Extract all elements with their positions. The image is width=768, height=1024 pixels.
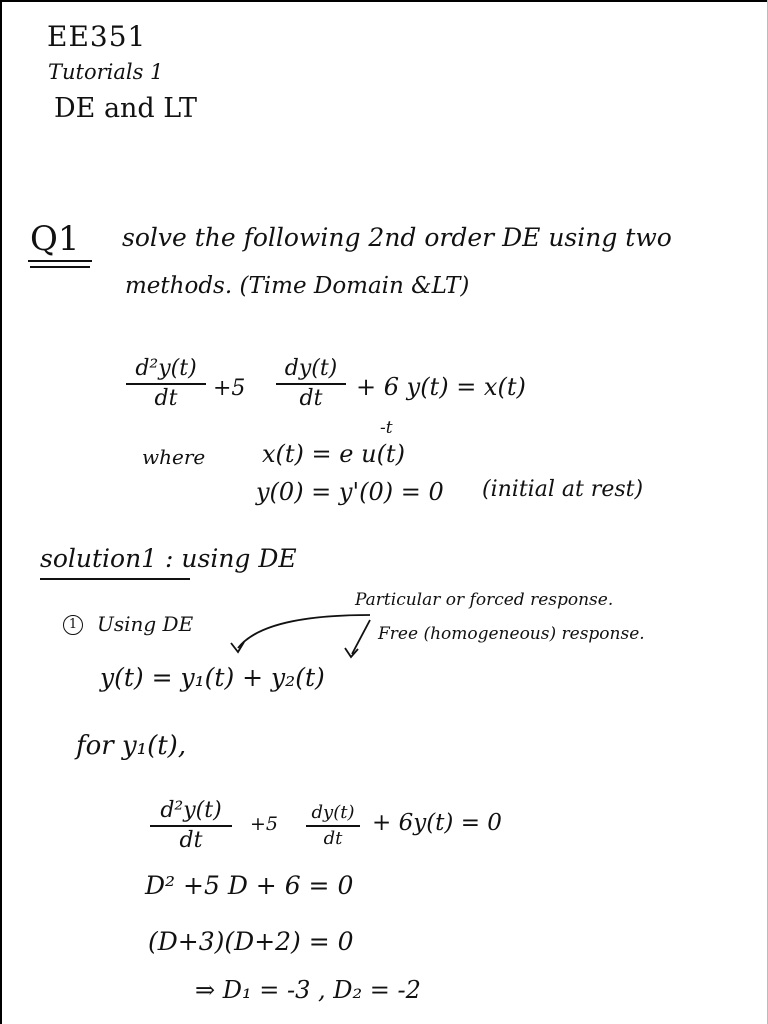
solution-underline xyxy=(40,578,190,580)
equation-plus-5: +5 xyxy=(213,376,246,401)
arrow-head-particular xyxy=(231,642,244,652)
course-code: EE351 xyxy=(47,20,147,53)
initial-conditions: y(0) = y'(0) = 0 xyxy=(256,478,444,506)
question-label: Q1 xyxy=(30,219,80,259)
first-derivative-denominator: dt xyxy=(299,386,323,411)
equation-remainder: + 6 y(t) = x(t) xyxy=(356,373,526,401)
initial-conditions-note: (initial at rest) xyxy=(482,477,644,502)
homog-plus-5: +5 xyxy=(250,813,279,835)
characteristic-equation: D² +5 D + 6 = 0 xyxy=(145,871,354,900)
arrow-head-free xyxy=(345,648,358,657)
characteristic-roots: ⇒ D₁ = -3 , D₂ = -2 xyxy=(195,976,421,1004)
arrow-to-free xyxy=(352,620,370,654)
fraction-bar xyxy=(306,825,360,827)
tutorial-topic: DE and LT xyxy=(54,93,198,124)
where-label: where xyxy=(142,445,206,469)
fraction-bar xyxy=(150,825,232,827)
arrow-to-particular xyxy=(238,615,370,648)
tutorial-number: Tutorials 1 xyxy=(48,60,164,84)
first-derivative-numerator: dy(t) xyxy=(284,356,338,381)
question-text-line-2: methods. (Time Domain &LT) xyxy=(125,273,470,299)
page-left-edge xyxy=(0,0,2,1024)
homog-remainder: + 6y(t) = 0 xyxy=(372,810,502,836)
solution-decomposition: y(t) = y₁(t) + y₂(t) xyxy=(100,663,325,692)
factored-equation: (D+3)(D+2) = 0 xyxy=(148,927,354,956)
annotation-particular: Particular or forced response. xyxy=(355,590,614,610)
for-y1-line: for y₁(t), xyxy=(76,731,187,761)
fraction-bar xyxy=(276,383,346,385)
homog-term-second-derivative xyxy=(150,800,232,852)
exponent-label: -t xyxy=(380,418,393,438)
homog-first-denominator: dt xyxy=(323,828,343,849)
equation-term-second-derivative xyxy=(126,358,206,410)
second-derivative-denominator: dt xyxy=(154,386,178,411)
second-derivative-numerator: d²y(t) xyxy=(135,356,197,381)
question-underline-1 xyxy=(28,260,92,262)
fraction-bar xyxy=(126,383,206,385)
step-label: Using DE xyxy=(97,612,194,636)
equation-term-first-derivative xyxy=(276,358,346,410)
solution-label: solution1 : using DE xyxy=(40,544,297,573)
homog-second-denominator: dt xyxy=(179,828,203,853)
input-definition: x(t) = e u(t) xyxy=(262,440,405,468)
homog-first-numerator: dy(t) xyxy=(311,802,355,823)
question-text-line-1: solve the following 2nd order DE using two xyxy=(122,223,672,252)
question-underline-2 xyxy=(30,266,90,268)
homog-term-first-derivative xyxy=(306,804,360,848)
homog-second-numerator: d²y(t) xyxy=(160,798,222,823)
page-top-edge xyxy=(0,0,768,2)
annotation-free: Free (homogeneous) response. xyxy=(378,624,645,644)
step-number-badge: 1 xyxy=(63,615,83,635)
